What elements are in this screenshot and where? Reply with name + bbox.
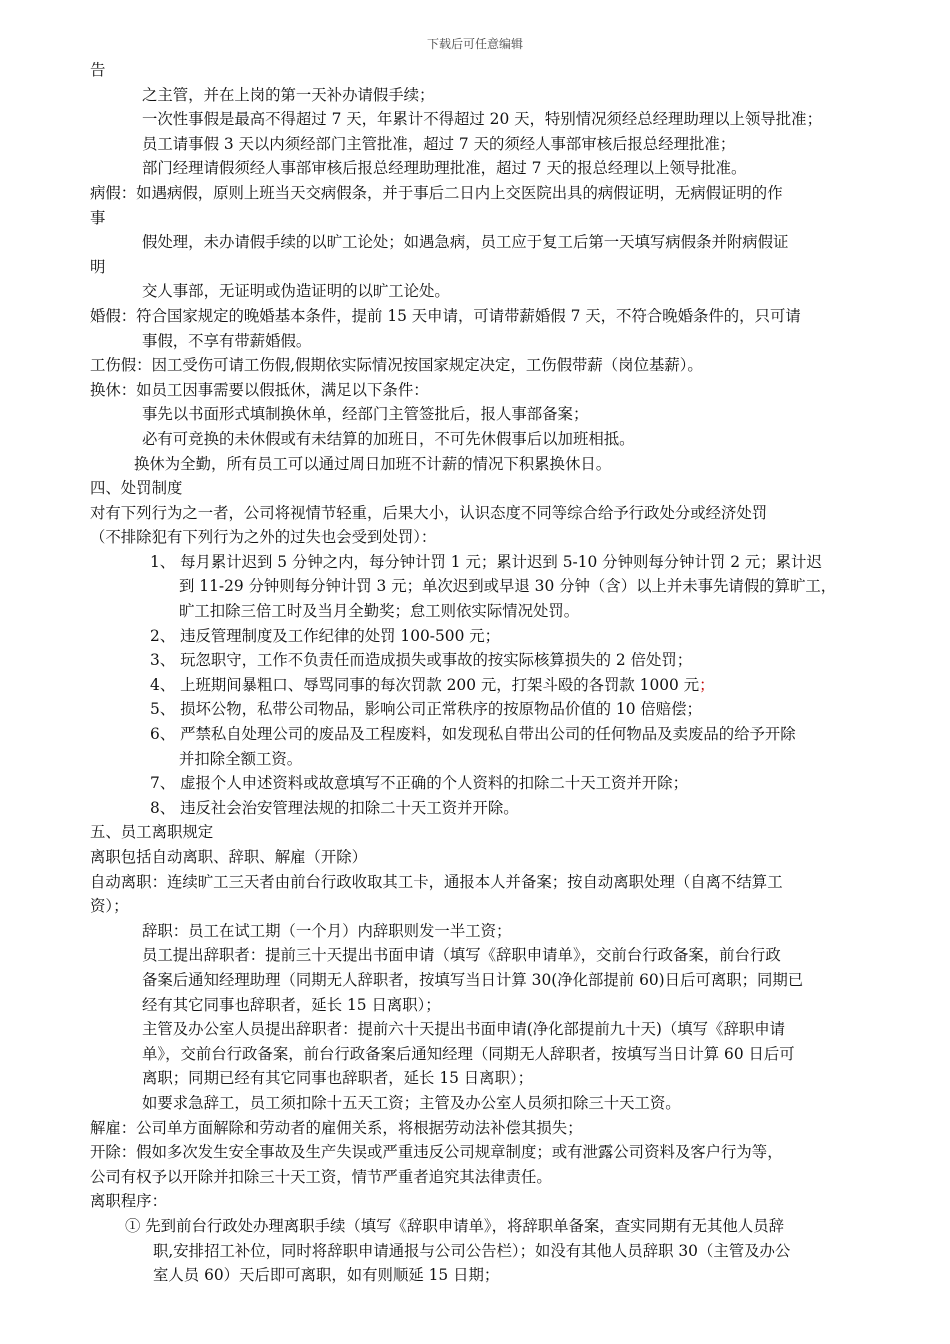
section-heading: 四、处罚制度 [90, 479, 183, 498]
list-item-continuation: 到 11-29 分钟则每分钟计罚 3 元；单次迟到或早退 30 分钟（含）以上并未事先请假的算旷工， [179, 577, 837, 596]
text-line: 工伤假：因工受伤可请工伤假,假期依实际情况按国家规定决定，工伤假带薪（岗位基薪）。 [90, 356, 703, 375]
text-line: 公司有权予以开除并扣除三十天工资，情节严重者追究其法律责任。 [90, 1167, 552, 1186]
list-item: 8、 违反社会治安管理法规的扣除二十天工资并开除。 [150, 798, 519, 817]
text-line: 假处理，未办请假手续的以旷工论处；如遇急病，员工应于复工后第一天填写病假条并附病假证 [142, 233, 789, 252]
text-line: 事假，不享有带薪婚假。 [142, 331, 312, 350]
text-line: 备案后通知经理助理（同期无人辞职者，按填写当日计算 30(净化部提前 60)日后可离职；同期已 [142, 970, 804, 989]
section-heading: 五、员工离职规定 [90, 823, 214, 842]
text-line: 员工请事假 3 天以内须经部门主管批准，超过 7 天的须经人事部审核后报总经理批准； [142, 134, 736, 153]
red-punctuation: ； [699, 675, 715, 694]
list-item: 3、 玩忽职守，工作不负责任而造成损失或事故的按实际核算损失的 2 倍处罚； [150, 651, 693, 670]
text-line: 辞职：员工在试工期（一个月）内辞职则发一半工资； [142, 921, 512, 940]
text-line: 婚假：符合国家规定的晚婚基本条件，提前 15 天申请，可请带薪婚假 7 天，不符合晚婚条件的，只可请 [90, 306, 801, 325]
text-line: 事 [90, 208, 106, 227]
list-item: 2、 违反管理制度及工作纪律的处罚 100-500 元； [150, 626, 501, 645]
list-item-text: 4、 上班期间暴粗口、辱骂同事的每次罚款 200 元，打架斗殴的各罚款 1000 元 [150, 675, 700, 694]
list-item [90, 673, 870, 698]
list-item-continuation: 室人员 60）天后即可离职，如有则顺延 15 日期； [153, 1266, 500, 1285]
text-line: 自动离职：连续旷工三天者由前台行政收取其工卡，通报本人并备案；按自动离职处理（自离不结算工 [90, 872, 783, 891]
text-line: （不排除犯有下列行为之外的过失也会受到处罚）： [90, 528, 437, 547]
text-line: 一次性事假是最高不得超过 7 天，年累计不得超过 20 天，特别情况须经总经理助理以上领导批准； [142, 110, 822, 129]
list-item: ① 先到前台行政处办理离职手续（填写《辞职申请单》，将辞职单备案，查实同期有无其他人员辞 [125, 1216, 784, 1235]
list-item-continuation: 旷工扣除三倍工时及当月全勤奖；怠工则依实际情况处罚。 [179, 602, 580, 621]
text-line: 资）； [90, 897, 129, 916]
list-item: 6、 严禁私自处理公司的废品及工程废料，如发现私自带出公司的任何物品及卖废品的给予开除 [150, 725, 796, 744]
text-line: 离职；同期已经有其它同事也辞职者，延长 15 日离职）； [142, 1069, 534, 1088]
text-line: 换休为全勤，所有员工可以通过周日加班不计薪的情况下积累换休日。 [134, 454, 612, 473]
text-line: 单》，交前台行政备案，前台行政备案后通知经理（同期无人辞职者，按填写当日计算 60 日后可 [142, 1044, 795, 1063]
list-item: 7、 虚报个人申述资料或故意填写不正确的个人资料的扣除二十天工资并开除； [150, 774, 688, 793]
text-line: 主管及办公室人员提出辞职者：提前六十天提出书面申请(净化部提前九十天)（填写《辞职申请 [142, 1020, 786, 1039]
text-line: 员工提出辞职者：提前三十天提出书面申请（填写《辞职申请单》，交前台行政备案，前台行政 [142, 946, 781, 965]
text-line: 告 [90, 61, 106, 79]
text-line: 开除：假如多次发生安全事故及生产失误或严重违反公司规章制度；或有泄露公司资料及客户行为等， [90, 1143, 783, 1162]
text-line: 换休：如员工因事需要以假抵休，满足以下条件： [90, 380, 429, 399]
document-body [90, 58, 870, 1288]
text-line: 离职包括自动离职、辞职、解雇（开除） [90, 848, 368, 866]
list-item: 5、 损坏公物，私带公司物品，影响公司正常秩序的按原物品价值的 10 倍赔偿； [150, 700, 702, 719]
list-item-continuation: 并扣除全额工资。 [179, 749, 303, 768]
text-line: 事先以书面形式填制换休单，经部门主管签批后，报人事部备案； [142, 405, 589, 424]
text-line: 对有下列行为之一者，公司将视情节轻重，后果大小，认识态度不同等综合给予行政处分或经济处罚 [90, 503, 768, 522]
text-line: 病假：如遇病假，原则上班当天交病假条，并于事后二日内上交医院出具的病假证明，无病假证明的作 [90, 183, 783, 202]
page-header: 下载后可任意编辑 [426, 37, 523, 51]
text-line: 如要求急辞工，员工须扣除十五天工资；主管及办公室人员须扣除三十天工资。 [142, 1093, 681, 1112]
text-line: 解雇：公司单方面解除和劳动者的雇佣关系，将根据劳动法补偿其损失； [90, 1118, 583, 1137]
text-line: 经有其它同事也辞职者，延长 15 日离职）； [142, 995, 441, 1014]
text-line: 部门经理请假须经人事部审核后报总经理助理批准，超过 7 天的报总经理以上领导批准。 [142, 159, 747, 178]
text-line: 交人事部，无证明或伪造证明的以旷工论处。 [142, 282, 450, 301]
text-line: 之主管，并在上岗的第一天补办请假手续； [142, 85, 435, 104]
text-line: 必有可竞换的未休假或有未结算的加班日，不可先休假事后以加班相抵。 [142, 429, 635, 448]
list-item: 1、 每月累计迟到 5 分钟之内，每分钟计罚 1 元；累计迟到 5-10 分钟则每分钟计罚 2 元；累计迟 [150, 552, 822, 571]
list-item-continuation: 职,安排招工补位，同时将辞职申请通报与公司公告栏）；如没有其他人员辞职 30（主管及办公 [153, 1241, 791, 1260]
text-line: 离职程序： [90, 1192, 167, 1211]
text-line: 明 [90, 257, 106, 276]
